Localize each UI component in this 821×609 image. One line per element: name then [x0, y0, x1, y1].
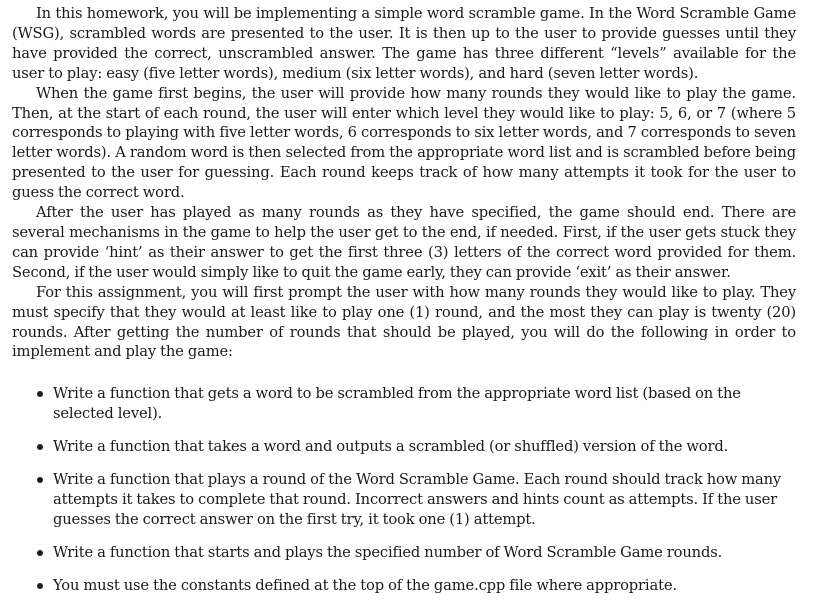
- paragraph-intro: In this homework, you will be implementing a simple word scramble game. In the Word Scramble Game (WSG), scrambled words are presented to the user. It is then up to the user to provide guesses until they have provided the correct, unscrambled answer. The game has three different “levels” available for the user to play: easy (five letter words), medium (six letter words), and hard (seven letter words).: [12, 5, 796, 82]
- list-item: [12, 470, 796, 530]
- list-item: [12, 576, 796, 596]
- assignment-document: [12, 4, 796, 609]
- paragraph-game-end: After the user has played as many rounds as they have specified, the game should end. There are several mechanisms in the game to help the user get to the end, if needed. First, if the user gets stuck they can provide ‘hint’ as their answer to get the first three (3) letters of the correct word provided for them. Second, if the user would simply like to quit the game early, they can provide ‘exit’ as their answer.: [12, 204, 796, 281]
- list-item-text: Write a function that takes a word and outputs a scrambled (or shuffled) version of the word.: [53, 438, 729, 456]
- requirements-list: [12, 384, 796, 595]
- bullet-icon: [37, 477, 43, 483]
- list-item: [12, 543, 796, 563]
- paragraph-game-start: When the game first begins, the user will provide how many rounds they would like to play the game. Then, at the start of each round, the user will enter which level they would like to play: 5, 6, or 7 (where 5 corresponds to playing with five letter words, 6 corresponds to six letter words, and 7 corresponds to seven letter words). A random word is then selected from the appropriate word list and is scrambled before being presented to the user for guessing. Each round keeps track of how many attempts it took for the user to guess the correct word.: [12, 84, 796, 202]
- bullet-icon: [37, 444, 43, 450]
- bullet-icon: [37, 583, 43, 589]
- bullet-icon: [37, 391, 43, 397]
- list-item: [12, 384, 796, 424]
- list-item: [12, 437, 796, 457]
- list-item-text: Write a function that starts and plays the specified number of Word Scramble Game rounds.: [53, 543, 723, 561]
- list-item-text: Write a function that plays a round of the Word Scramble Game. Each round should track how many attempts it takes to complete that round. Incorrect answers and hints count as attempts. If the user guesses the correct answer on the first try, it took one (1) attempt.: [53, 471, 782, 528]
- paragraph-assignment: For this assignment, you will first prompt the user with how many rounds they would like to play. They must specify that they would at least like to play one (1) round, and the most they can play is twenty (20) rounds. After getting the number of rounds that should be played, you will do the following in order to implement and play the game:: [12, 283, 796, 361]
- list-item-text: You must use the constants defined at the top of the game.cpp file where appropriate.: [53, 576, 677, 594]
- list-item-text: Write a function that gets a word to be scrambled from the appropriate word list (based on the selected level).: [53, 385, 741, 423]
- bullet-icon: [37, 550, 43, 556]
